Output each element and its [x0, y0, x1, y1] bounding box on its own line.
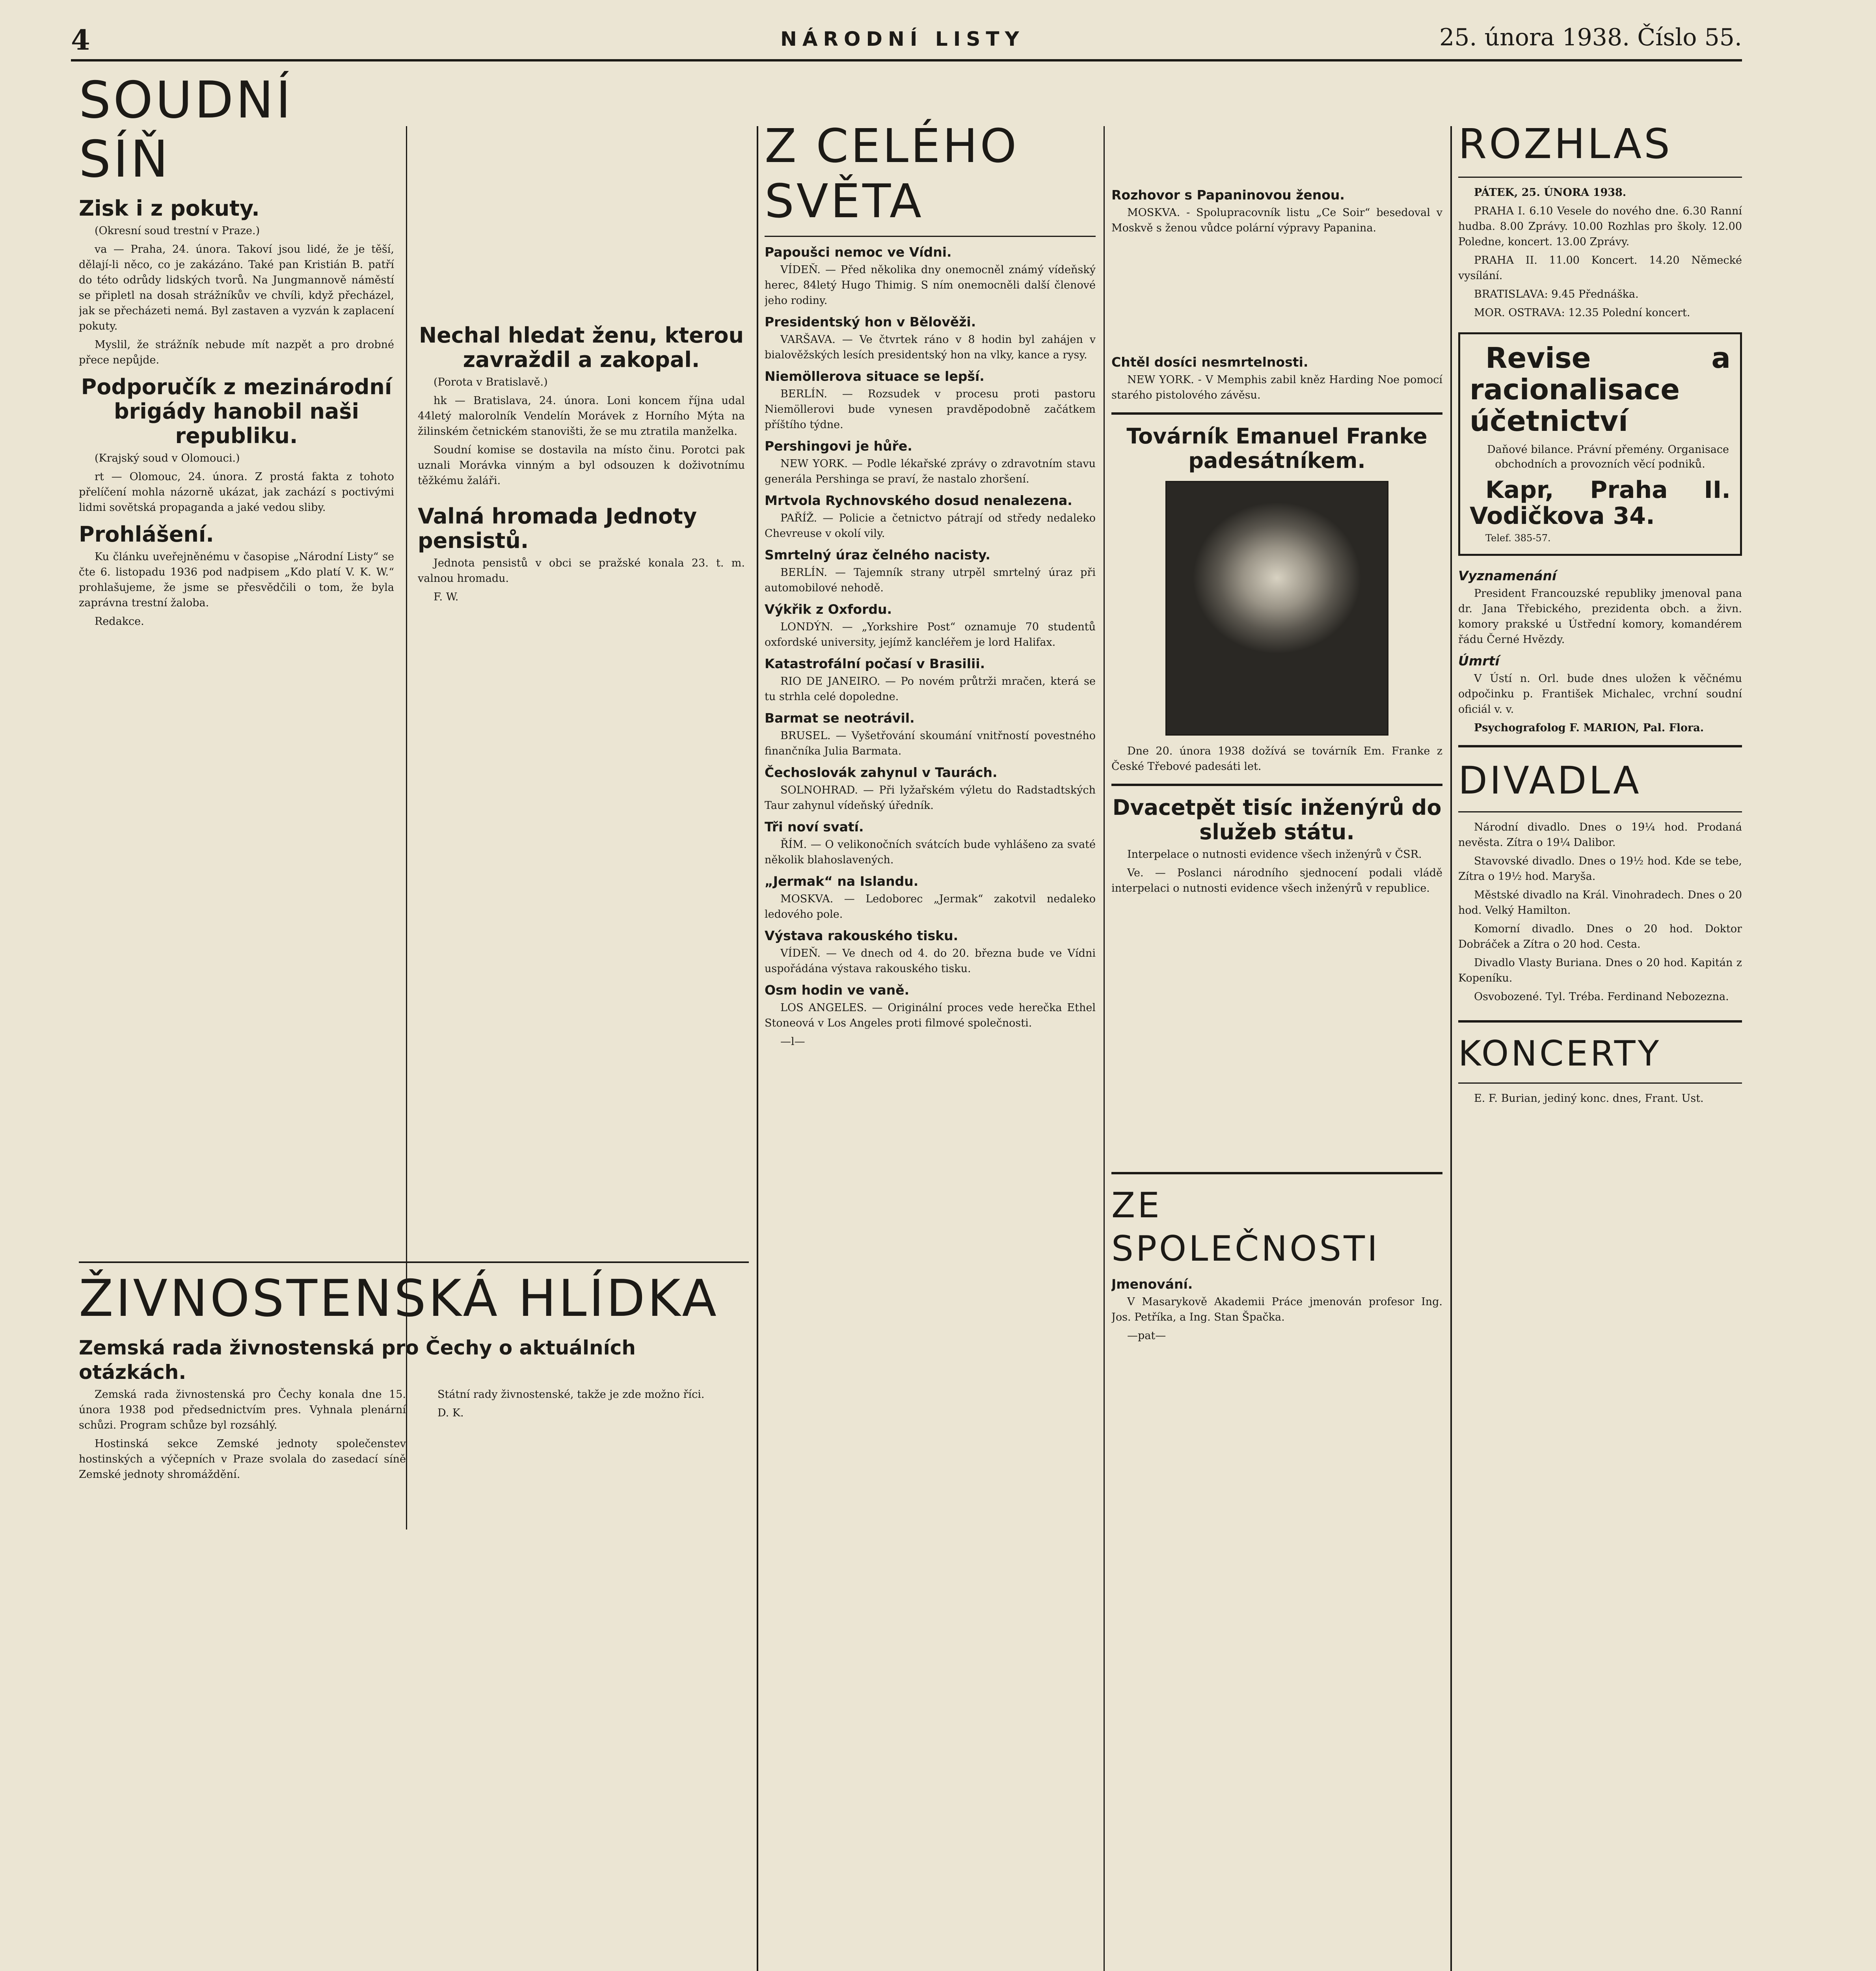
news-text: PAŘÍŽ. — Policie a četnictvo pátrají od středy nedaleko Chevreuse v okolí vily.: [765, 512, 1096, 540]
section-title-soudni: SOUDNÍ SÍŇ: [79, 71, 293, 189]
broadcast-text: PRAHA II. 11.00 Koncert. 14.20 Německé vysílání.: [1458, 254, 1742, 282]
section-rule: [79, 1261, 749, 1263]
date-issue: 25. února 1938. Číslo 55.: [1439, 24, 1742, 51]
article-title: Valná hromada Jednoty pensistů.: [418, 504, 697, 553]
article-text: hk — Bratislava, 24. února. Loni koncem října udal 44letý malorolník Vendelín Morávek z Horního Mýta na žilinském četnickém stanovišti, že se mu ztratila manželka.: [418, 395, 745, 438]
article-text: va — Praha, 24. února. Takoví jsou lidé, že je těší, dělají-li něco, co je zakázáno. Také pan Kristián B. patří do této odrůdy lidských tvorů. Na Jungmannově náměstí se připletl na dosah strážníkův ve chvíli, když přecházel, jak se přecházeti nemá. Byl zastaven a vyzván k zaplacení pokuty.: [79, 243, 394, 332]
broadcast-text: PRAHA I. 6.10 Vesele do nového dne. 6.30 Ranní hudba. 8.00 Zprávy. 10.00 Rozhlas pro školy. 12.00 Poledne, koncert. 13.00 Zprávy.: [1458, 205, 1742, 248]
section-title-vyznamenani: Vyznamenání: [1458, 568, 1557, 583]
news-title: Katastrofální počasí v Brasilii.: [765, 656, 985, 671]
article-text: Soudní komise se dostavila na místo činu. Porotci pak uznali Morávka vinným a byl odsouzen k doživotnímu těžkému žaláři.: [418, 444, 745, 487]
signature: D. K.: [437, 1407, 464, 1419]
news-title: Čechoslovák zahynul v Taurách.: [765, 765, 998, 780]
news-title: Tři noví svatí.: [765, 819, 864, 835]
news-text: NEW YORK. - V Memphis zabil kněz Harding Noe pomocí starého pistolového závěsu.: [1111, 374, 1442, 401]
broadcast-day: PÁTEK, 25. ÚNORA 1938.: [1474, 186, 1627, 199]
signature: F. W.: [434, 591, 459, 603]
article-text: V Ústí n. Orl. bude dnes uložen k věčnému odpočinku p. František Michalec, vrchní soudní oficiál v. v.: [1458, 673, 1742, 715]
article-text: Jednota pensistů v obci se pražské konala 23. t. m. valnou hromadu.: [418, 557, 745, 585]
masthead: [71, 24, 1742, 63]
news-text: BERLÍN. — Rozsudek v procesu proti pastoru Niemöllerovi bude vynesen pravděpodobně začátkem příštího týdne.: [765, 388, 1096, 431]
masthead-rule: [71, 59, 1742, 61]
column-rule: [1104, 126, 1105, 1971]
news-title: Výkřik z Oxfordu.: [765, 602, 892, 617]
news-title: Presidentský hon v Bělověži.: [765, 314, 976, 330]
news-text: VÍDEŇ. — Ve dnech od 4. do 20. března bude ve Vídni uspořádána výstava rakouského tisku.: [765, 947, 1096, 975]
section-rule: [1111, 1172, 1442, 1174]
ad-phone: Telef. 385-57.: [1485, 533, 1551, 544]
section-title-umrti: Úmrtí: [1458, 653, 1500, 669]
theatre-listing: Komorní divadlo. Dnes o 20 hod. Doktor Dobráček a Zítra o 20 hod. Cesta.: [1458, 923, 1742, 950]
news-title: Chtěl dosíci nesmrtelnosti.: [1111, 354, 1308, 370]
news-title: Osm hodin ve vaně.: [765, 982, 910, 998]
news-title: Smrtelný úraz čelného nacisty.: [765, 547, 990, 563]
news-title: Jmenování.: [1111, 1276, 1193, 1292]
news-text: BRUSEL. — Vyšetřování skoumání vnitřností povestného finančníka Julia Barmata.: [765, 730, 1096, 757]
section-rule: [1458, 745, 1742, 747]
news-text: V Masarykově Akademii Práce jmenován profesor Ing. Jos. Petříka, a Ing. Stan Špačka.: [1111, 1296, 1442, 1323]
news-text: MOSKVA. - Spolupracovník listu „Ce Soir“ besedoval v Moskvě s ženou vůdce polární výpravy Papanina.: [1111, 207, 1442, 234]
page-number: 4: [71, 24, 90, 56]
article-title: Zemská rada živnostenská pro Čechy o aktuálních otázkách.: [79, 1336, 636, 1384]
section-title-spolecnost: ZE SPOLEČNOSTI: [1111, 1185, 1380, 1269]
theatre-listing: Městské divadlo na Král. Vinohradech. Dnes o 20 hod. Velký Hamilton.: [1458, 889, 1742, 917]
section-title-divadla: DIVADLA: [1458, 758, 1642, 803]
portrait-photo: [1165, 481, 1388, 736]
article-title: Prohlášení.: [79, 522, 214, 547]
article-text: Dne 20. února 1938 dožívá se továrník Em. Franke z České Třebové padesáti let.: [1111, 745, 1442, 773]
article-column: [79, 1387, 406, 1485]
section-rule: [1458, 811, 1742, 812]
article-column: [422, 1387, 749, 1485]
article-body: [79, 1387, 749, 1485]
article-subtitle: Interpelace o nutnosti evidence všech inženýrů v ČSR.: [1127, 848, 1422, 861]
signature: —pat—: [1127, 1330, 1166, 1342]
section-rule: [1111, 784, 1442, 786]
news-text: LONDÝN. — „Yorkshire Post“ oznamuje 70 studentů oxfordské university, jejímž kancléřem je lord Halifax.: [765, 621, 1096, 648]
section-rule: [1458, 1020, 1742, 1023]
article-text: Ku článku uveřejněnému v časopise „Národní Listy“ se čte 6. listopadu 1936 pod nadpisem „Kdo platí V. K. W.“ prohlašujeme, že jsme se přesvědčili o tom, že byla zaprávna trestní žaloba.: [79, 551, 394, 609]
article-title: Zisk i z pokuty.: [79, 196, 260, 221]
soudni-column-2: [418, 173, 745, 1261]
article-text: Státní rady živnostenské, takže je zde možno říci.: [437, 1388, 705, 1401]
broadcast-text: BRATISLAVA: 9.45 Přednáška.: [1474, 288, 1639, 300]
section-title-zivnost: ŽIVNOSTENSKÁ HLÍDKA: [79, 1269, 719, 1328]
article-text: Ve. — Poslanci národního sjednocení podali vládě interpelaci o nutnosti evidence všech inženýrů v republice.: [1111, 867, 1442, 894]
news-title: Niemöllerova situace se lepší.: [765, 369, 985, 384]
news-text: NEW YORK. — Podle lékařské zprávy o zdravotním stavu generála Pershinga se praví, že nastalo zhoršení.: [765, 458, 1096, 485]
theatre-listing: Národní divadlo. Dnes o 19¼ hod. Prodaná nevěsta. Zítra o 19¼ Dalibor.: [1458, 821, 1742, 849]
article-title: Nechal hledat ženu, kterou zavraždil a zakopal.: [419, 323, 744, 372]
news-text: SOLNOHRAD. — Při lyžařském výletu do Radstadtských Taur zahynul vídeňský úředník.: [765, 784, 1096, 812]
article-text: President Francouzské republiky jmenoval pana dr. Jana Třebického, prezidenta obch. a živn. komory prakské u Ústřední komory, komandérem řádu Černé Hvězdy.: [1458, 587, 1742, 646]
news-title: Barmat se neotrávil.: [765, 710, 915, 726]
article-subtitle: (Porota v Bratislavě.): [434, 376, 548, 388]
article-text: Hostinská sekce Zemské jednoty společenstev hostinských a výčepních v Praze svolala do zasedací síně Zemské jednoty shromáždění.: [79, 1438, 406, 1481]
article-title: Dvacetpět tisíc inženýrů do služeb státu.: [1112, 795, 1442, 844]
section-title-koncerty: KONCERTY: [1458, 1033, 1662, 1074]
advertisement: [1458, 332, 1742, 556]
article-text: rt — Olomouc, 24. února. Z prostá fakta z tohoto přelíčení mohla názorně ukázat, jak zachází s poctivými lidmi sovětská propaganda a jaké vedou sliby.: [79, 471, 394, 514]
theatre-listing: Divadlo Vlasty Buriana. Dnes o 20 hod. Kapitán z Kopeníku.: [1458, 957, 1742, 984]
article-text: Myslil, že strážník nebude mít nazpět a pro drobné přece nepůjde.: [79, 339, 394, 366]
news-title: Mrtvola Rychnovského dosud nenalezena.: [765, 493, 1072, 508]
theatre-listing: Stavovské divadlo. Dnes o 19½ hod. Kde se tebe, Zítra o 19½ hod. Maryša.: [1458, 855, 1742, 883]
ad-body: Daňové bilance. Právní přemény. Organisace obchodních a provozních věcí podniků.: [1487, 443, 1729, 470]
section-title-rozhlas: ROZHLAS: [1458, 120, 1673, 168]
news-text: VARŠAVA. — Ve čtvrtek ráno v 8 hodin byl zahájen v bialověžských lesích presidentský hon na vlky, kance a rysy.: [765, 333, 1096, 361]
column-rule: [1450, 126, 1452, 1971]
section-rule: [1458, 177, 1742, 178]
news-text: LOS ANGELES. — Originální proces vede herečka Ethel Stoneová v Los Angeles proti filmové společnosti.: [765, 1002, 1096, 1029]
column-rule: [757, 126, 758, 1971]
news-title: Papoušci nemoc ve Vídni.: [765, 244, 952, 260]
article-title: Továrník Emanuel Franke padesátníkem.: [1126, 424, 1427, 473]
article-subtitle: (Okresní soud trestní v Praze.): [95, 225, 260, 237]
signature: Redakce.: [95, 615, 144, 628]
signature: —l—: [780, 1036, 805, 1048]
news-text: BERLÍN. — Tajemník strany utrpěl smrtelný úraz při automobilové nehodě.: [765, 566, 1096, 594]
news-text: MOSKVA. — Ledoborec „Jermak“ zakotvil nedaleko ledového pole.: [765, 893, 1096, 920]
svet-column-2: [1111, 181, 1442, 1971]
article-subtitle: (Krajský soud v Olomouci.): [95, 452, 240, 464]
right-column: [1458, 118, 1742, 1971]
news-title: Výstava rakouského tisku.: [765, 928, 958, 943]
news-text: ŘÍM. — O velikonočních svátcích bude vyhlášeno za svaté několik blahoslavených.: [765, 838, 1096, 866]
news-text: RIO DE JANEIRO. — Po novém průtrži mračen, která se tu strhla celé dopoledne.: [765, 675, 1096, 703]
zivnost-section: [79, 1269, 749, 1971]
theatre-listing: Osvobozené. Tyl. Tréba. Ferdinand Nebozezna.: [1474, 991, 1729, 1003]
ad-firm: Kapr, Praha II. Vodičkova 34.: [1470, 476, 1731, 530]
ad-headline: Revise a racionalisace účetnictví: [1470, 341, 1731, 438]
news-text: VÍDEŇ. — Před několika dny onemocněl známý vídeňský herec, 84letý Hugo Thimig. S ním onemocněli další členové jeho rodiny.: [765, 264, 1096, 307]
section-title-svet: Z CELÉHO SVĚTA: [765, 119, 1019, 228]
ad-line: Psychografolog F. MARION, Pal. Flora.: [1474, 722, 1704, 734]
news-title: „Jermak“ na Islandu.: [765, 874, 919, 889]
broadcast-text: MOR. OSTRAVA: 12.35 Polední koncert.: [1474, 307, 1690, 319]
article-text: Zemská rada živnostenská pro Čechy konala dne 15. února 1938 pod předsednictvím pres. Vyhnala plenární schůzi. Program schůze byl rozsáhlý.: [79, 1388, 406, 1431]
section-rule: [1111, 412, 1442, 415]
section-rule: [765, 236, 1096, 237]
section-rule: [1458, 1082, 1742, 1084]
svet-column-1: [765, 118, 1096, 1971]
news-title: Pershingovi je hůře.: [765, 438, 912, 454]
article-title: Podporučík z mezinárodní brigády hanobil naši republiku.: [81, 374, 392, 448]
news-title: Rozhovor s Papaninovou ženou.: [1111, 187, 1345, 203]
paper-name: NÁRODNÍ LISTY: [780, 28, 1025, 50]
concert-listing: E. F. Burian, jediný konc. dnes, Frant. Ust.: [1474, 1092, 1704, 1105]
